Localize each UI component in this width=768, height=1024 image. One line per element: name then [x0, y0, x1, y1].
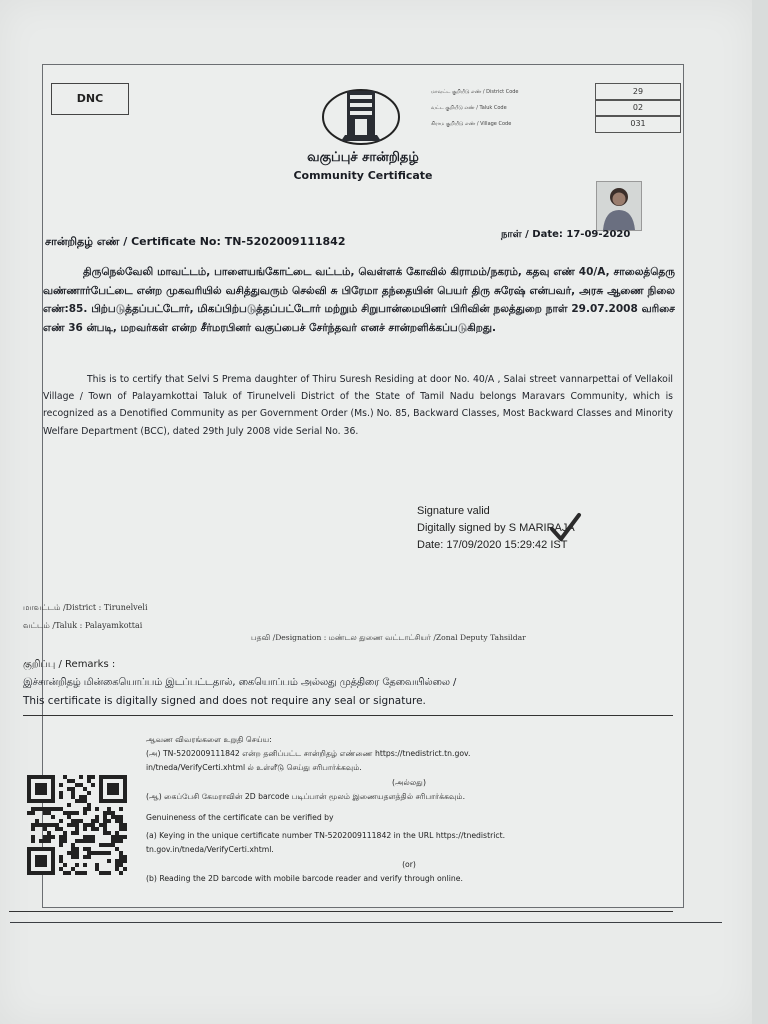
signature-valid-check-icon	[548, 511, 582, 545]
taluk-code-row	[431, 101, 591, 115]
district-code-row	[431, 85, 591, 99]
signature-status: Signature valid	[417, 505, 490, 517]
verify-b-english: (b) Reading the 2D barcode with mobile barcode reader and verify through online.	[146, 873, 463, 883]
certificate-frame	[23, 64, 684, 908]
verify-or-tamil: (அல்லது)	[392, 777, 426, 787]
designation-field: பதவி /Designation : மண்டல துணை வட்டாட்சியர் /Zonal Deputy Tahsildar	[251, 633, 526, 642]
title-tamil: வகுப்புச் சான்றிதழ்	[307, 150, 419, 165]
remarks-label: குறிப்பு / Remarks :	[23, 659, 116, 670]
qr-code-panel	[9, 725, 139, 905]
taluk-field: வட்டம் /Taluk : Palayamkottai	[23, 621, 143, 630]
applicant-photo	[596, 181, 642, 231]
verify-a-tamil-2: in/tneda/VerifyCerti.xhtml ல் உள்ளீடு செய்து சரிபார்க்கவும்.	[146, 763, 362, 773]
certificate-date-label: நாள் / Date:	[501, 229, 563, 240]
state-emblem-icon	[319, 85, 403, 147]
certificate-number-label: சான்றிதழ் எண் / Certificate No:	[45, 235, 221, 248]
remark-tamil: இச்சான்றிதழ் மின்கையொப்பம் இடப்பட்டதால், கையொப்பம் அல்லது முத்திரை தேவையில்லை /	[23, 677, 457, 688]
certificate-number	[45, 235, 346, 250]
certificate-number-value: TN-5202009111842	[224, 235, 346, 248]
village-code-label: கிராம குறியீடு எண் / Village Code	[431, 121, 512, 127]
qr-code-icon	[27, 775, 127, 875]
verification-instructions	[146, 733, 672, 886]
verify-b-tamil: (ஆ) கைப்பேசி கேமராவின் 2D barcode படிப்பான் மூலம் இணையதளத்தில் சரிபார்க்கவும்.	[146, 791, 466, 801]
verify-a-english-1: (a) Keying in the unique certificate number TN-5202009111842 in the URL https://tnedistrict.	[146, 831, 506, 841]
taluk-code-label: வட்ட குறியீடு எண் / Taluk Code	[431, 105, 507, 111]
remark-english: This certificate is digitally signed and does not require any seal or signature.	[23, 695, 426, 707]
certificate-date	[501, 229, 630, 241]
title-english: Community Certificate	[293, 169, 433, 182]
certificate-date-value: 17-09-2020	[566, 229, 631, 240]
certificate-text-english: This is to certify that Selvi S Prema daughter of Thiru Suresh Residing at door No. 40/A , Salai street vannarpettai of Vellakoil Village / Town of Palayamkottai Taluk of Tirunelveli District of the State of Tamil Nadu belongs Maravars Community, which is recognized as a Denotified Community as per Government Order (Ms.) No. 85, Backward Classes, Most Backward Classes and Minority Welfare Department (BCC), dated 29th July 2008 vide Serial No. 36.	[43, 374, 673, 437]
district-code-value: 29	[595, 83, 681, 101]
village-code-row	[431, 117, 591, 131]
verify-a-english-2: tn.gov.in/tneda/VerifyCerti.xhtml.	[146, 845, 274, 855]
page-rule	[10, 922, 722, 923]
dnc-label: DNC	[51, 83, 129, 115]
village-code-value: 031	[595, 115, 681, 133]
district-field: மாவட்டம் /District : Tirunelveli	[23, 603, 148, 612]
verify-a-tamil-1: (அ) TN-5202009111842 என்ற தனிப்பட்ட சான்றிதழ் எண்ணை https://tnedistrict.tn.gov.	[146, 749, 471, 759]
verify-heading-english: Genuineness of the certificate can be verified by	[146, 813, 334, 823]
verify-or-english: (or)	[402, 859, 416, 869]
certificate-text-tamil: திருநெல்வேலி மாவட்டம், பாளையங்கோட்டை வட்டம், வெள்ளக் கோவில் கிராமம்/நகரம், கதவு எண் 40/A, சாலைத்தெரு வண்ணார்பேட்டை என்ற முகவரியில் வசித்துவரும் செல்வி சு பிரேமா தந்தையின் பெயர் திரு சுரேஷ் என்பவர், அரசு ஆணை நிலை எண்:85. பிற்படுத்தப்பட்டோர், மிகப்பிற்படுத்தப்பட்டோர் மற்றும் சிறுபான்மையினர் பிரிவின் நலத்துறை நாள் 29.07.2008 வரிசை எண் 36 ன்படி, மறவர்கள் என்ற சீர்மரபினர் வகுப்பைச் சேர்ந்தவர் எனச் சான்றளிக்கப்படுகிறது.	[43, 266, 675, 334]
divider	[23, 715, 673, 716]
divider-bottom	[9, 911, 673, 912]
verify-heading-tamil: ஆவண விவரங்களை உறுதி செய்ய:	[146, 735, 272, 744]
signature-signer: Digitally signed by S MARIRAJA	[417, 522, 575, 534]
district-code-label: மாவட்ட குறியீடு எண் / District Code	[431, 89, 519, 95]
taluk-code-value: 02	[595, 99, 681, 117]
signature-date: Date: 17/09/2020 15:29:42 IST	[417, 539, 568, 551]
